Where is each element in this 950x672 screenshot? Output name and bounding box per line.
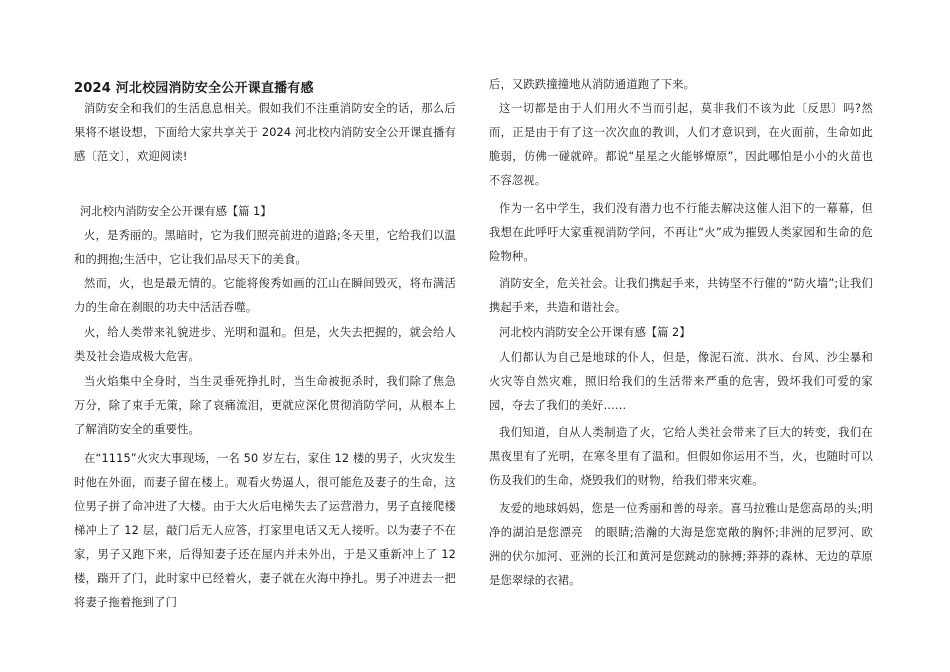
left-paragraph-1: 火，是秀丽的。黑暗时，它为我们照亮前进的道路;冬天里，它给我们以温和的拥抱;生活中，它让我们品尽天下的美食。 bbox=[74, 229, 456, 266]
left-paragraph-2: 然而，火，也是最无情的。它能将俊秀如画的江山在瞬间毁灭，将布满活力的生命在刹眼的功夫中活活吞噬。 bbox=[74, 277, 456, 314]
right-paragraph-continued: 后，又跌跌撞撞地从消防通道跑了下来。 bbox=[489, 78, 696, 91]
right-paragraph-5: 我们知道，自从人类制造了火，它给人类社会带来了巨大的转变，我们在黑夜里有了光明，在寒冬里有了温和。但假如你运用不当，火，也随时可以伤及我们的生命，烧毁我们的财物，给我们带来灾难。 bbox=[489, 426, 873, 487]
left-paragraph-3: 火，给人类带来礼貌进步、光明和温和。但是，火失去把握的，就会给人类及社会造成极大危害。 bbox=[74, 326, 456, 363]
left-paragraph-4: 当火焰集中全身时，当生灵垂死挣扎时，当生命被扼杀时，我们除了焦急万分，除了束手无策，除了哀痛流泪，更就应深化贯彻消防学问，从根本上了解消防安全的重要性。 bbox=[74, 375, 456, 436]
right-paragraph-2: 作为一名中学生，我们没有潜力也不行能去解决这催人泪下的一幕幕，但我想在此呼吁大家重视消防学问，不再让“火”成为摧毁人类家园和生命的危险物种。 bbox=[489, 202, 873, 263]
right-paragraph-6: 友爱的地球妈妈，您是一位秀丽和善的母亲。喜马拉雅山是您高昂的头;明净的湖泊是您漂亮 的眼睛;浩瀚的大海是您宽敞的胸怀;非洲的尼罗河、欧洲的伏尔加河、亚洲的长江和黄河是您跳动的脉搏;莽莽的森林、无边的草原是您翠绿的衣裙。 bbox=[489, 502, 873, 587]
document-title: 2024 河北校园消防安全公开课直播有感 bbox=[74, 81, 314, 96]
right-paragraph-4: 人们都认为自己是地球的仆人，但是，像泥石流、洪水、台风、沙尘暴和火灾等自然灾难，照旧给我们的生活带来严重的危害，毁坏我们可爱的家园，夺去了我们的美好…… bbox=[489, 351, 873, 412]
section-heading-2: 河北校内消防安全公开课有感【篇 2】 bbox=[499, 326, 691, 339]
section-heading-1: 河北校内消防安全公开课有感【篇 1】 bbox=[80, 205, 272, 218]
right-paragraph-1: 这一切都是由于人们用火不当而引起，莫非我们不该为此〔反思〕吗?然而，正是由于有了这一次次血的教训，人们才意识到，在火面前，生命如此脆弱，仿佛一碰就碎。都说“星星之火能够燎原”，因此哪怕是小小的火苗也不容忽视。 bbox=[489, 102, 873, 187]
right-paragraph-3: 消防安全，危关社会。让我们携起手来，共铸坚不行催的“防火墙”;让我们携起手来，共造和谐社会。 bbox=[489, 277, 873, 314]
intro-paragraph: 消防安全和我们的生活息息相关。假如我们不注重消防安全的话，那么后果将不堪设想，下面给大家共享关于 2024 河北校内消防安全公开课直播有感〔范文〕，欢迎阅读! bbox=[74, 102, 456, 163]
left-paragraph-5: 在“1115”火灾大事现场，一名 50 岁左右，家住 12 楼的男子，火灾发生时他在外面，而妻子留在楼上。观看火势逼人，很可能危及妻子的生命，这位男子拼了命冲进了大楼。由于大火后电梯失去了运营潜力，男子直接爬楼梯冲上了 12 层，敲门后无人应答，打家里电话又无人接听。以为妻子不在家，男子又跑下来，后得知妻子还在屋内并未外出，于是又重新冲上了 12 楼，踹开了门，此时家中已经着火，妻子就在火海中挣扎。男子冲进去一把将妻子拖着拖到了门 bbox=[74, 452, 456, 609]
